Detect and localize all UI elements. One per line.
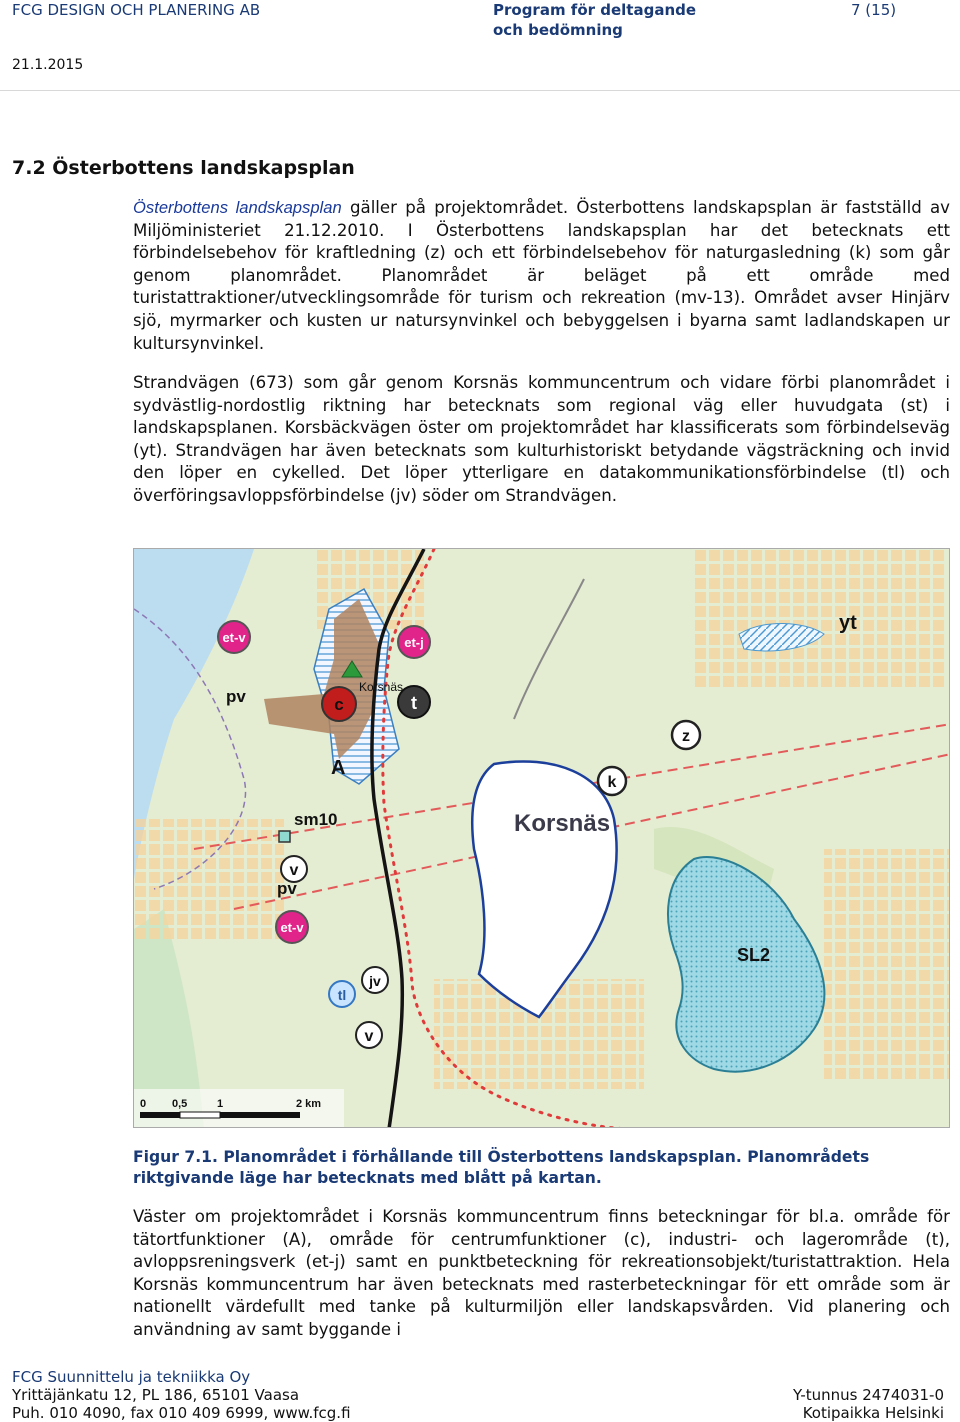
map-label-et-v-top: et-v	[222, 630, 246, 645]
map-scale-0: 0	[140, 1098, 147, 1110]
footer-right	[793, 1386, 944, 1422]
footer-kotipaikka: Kotipaikka Helsinki	[802, 1404, 944, 1422]
landskapsplan-link[interactable]: Österbottens landskapsplan	[133, 198, 342, 217]
map-label-z: z	[682, 728, 690, 745]
map-label-pv-top: pv	[226, 687, 246, 706]
map-figure	[133, 548, 950, 1128]
section-title: 7.2 Österbottens landskapsplan	[12, 157, 355, 179]
map-scale-1: 1	[217, 1098, 224, 1110]
figure-caption: Figur 7.1. Planområdet i förhållande till Österbottens landskapsplan. Planområdets riktgivande läge har betecknats med blått på kartan.	[133, 1148, 870, 1187]
footer-address: Yrittäjänkatu 12, PL 186, 65101 Vaasa	[12, 1386, 300, 1404]
footer-left	[12, 1386, 351, 1422]
map-scale-05: 0,5	[172, 1098, 188, 1110]
map-label-et-j: et-j	[404, 635, 424, 650]
map-square-marker	[279, 831, 290, 842]
header-program-line2: och bedömning	[493, 21, 623, 39]
landskapsplan-map	[134, 549, 950, 1128]
map-label-c: c	[334, 695, 344, 714]
footer-ytunnus: Y-tunnus 2474031-0	[792, 1386, 944, 1404]
map-label-sl2: SL2	[737, 945, 771, 965]
paragraph-3: Väster om projektområdet i Korsnäs kommuncentrum finns beteckningar för bl.a. område för tätortfunktioner (A), område för centrumfunktioner (c), industri- och lagerområde (t), avloppsreningsverk (et-j) samt en punktbeteckning för rekreationsobjekt/turistattraktion. Hela Korsnäs kommuncentrum har även betecknats med rasterbeteckningar för ett område som är nationellt värdefullt med tanke på kulturmiljön eller landskapsvården. Vid planering och användning av samt byggande i	[133, 1207, 950, 1339]
map-label-pv-bottom: pv	[277, 879, 297, 898]
map-raster-east	[694, 549, 944, 689]
map-raster-southeast	[824, 849, 950, 1079]
footer-phone: Puh. 010 4090, fax 010 409 6999, www.fcg.fi	[12, 1404, 351, 1422]
header-left	[12, 0, 260, 75]
map-label-v-bottom: v	[364, 1028, 374, 1045]
map-label-jv: jv	[369, 973, 381, 989]
paragraph-1-text: gäller på projektområdet. Österbottens landskapsplan är fastställd av Miljöministeriet 21.12.2010. I Österbottens landskapsplan har det betecknats ett förbindelsebehov för kraftledning (z) och ett förbindelsebehov för naturgasledning (k) som går genom planområdet. Planområdet är beläget på ett område med turistattraktioner/utvecklingsområde för turism och rekreation (mv-13). Området avser Hinjärv sjö, myrmarker och kusten ur natursynvinkel och bebyggelsen i byarna samt ladlandskapen ur kultursynvinkel.	[133, 198, 950, 353]
map-label-korsnas-small: Korsnäs	[359, 680, 404, 694]
header-program	[493, 0, 696, 40]
header-divider	[0, 90, 960, 91]
header-program-line1: Program för deltagande	[493, 1, 697, 19]
map-label-v-top: v	[289, 862, 299, 879]
header-page-number: 7 (15)	[851, 1, 897, 19]
map-label-t: t	[411, 693, 417, 713]
header-date: 21.1.2015	[12, 57, 84, 73]
map-label-et-v-bottom: et-v	[280, 920, 304, 935]
map-label-sm10: sm10	[294, 810, 338, 829]
map-label-yt: yt	[839, 612, 857, 634]
map-label-korsnas-big: Korsnäs	[514, 810, 611, 837]
header-company: FCG DESIGN OCH PLANERING AB	[12, 1, 261, 19]
paragraph-1	[133, 197, 950, 355]
map-label-k: k	[607, 774, 617, 791]
footer-company: FCG Suunnittelu ja tekniikka Oy	[12, 1368, 251, 1386]
map-label-a: A	[331, 757, 346, 779]
map-scale-bar	[140, 1112, 300, 1118]
paragraph-2: Strandvägen (673) som går genom Korsnäs kommuncentrum och vidare förbi planområdet i sydvästlig-nordostlig riktning har betecknats som regional väg eller huvudgata (st) i landskapsplanen. Korsbäckvägen öster om projektområdet har klassificerats som förbindelseväg (yt). Strandvägen har även betecknats som kulturhistoriskt betydande vägsträckning och invid den löper en cykelled. Det löper ytterligare en datakommunikationsförbindelse (tl) och överföringsavloppsförbindelse (jv) söder om Strandvägen.	[133, 373, 950, 505]
map-label-tl: tl	[337, 987, 347, 1003]
map-scale-2km: 2 km	[296, 1098, 322, 1110]
